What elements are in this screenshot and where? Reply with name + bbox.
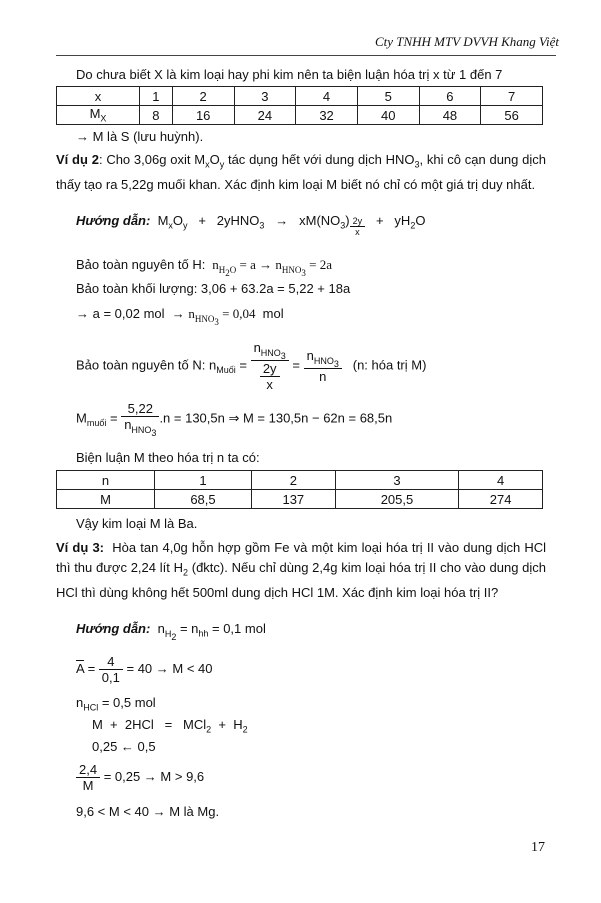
final-answer: 9,6 < M < 40 → M là Mg. [76,804,220,819]
table-row [57,106,543,125]
table-cell: 4 [296,87,358,106]
table-row [57,471,543,490]
table-cell: 68,5 [155,490,252,509]
n-note: (n: hóa trị M) [352,357,427,373]
running-header: Cty TNHH MTV DVVH Khang Việt [374,34,559,49]
n-hcl: $n_{HCl} = 0,5$ mol [76,695,156,713]
example-2-problem: Ví dụ 2: Cho 3,06g oxit $M_xO_y$ tác dụng hết với dung dịch $HNO_3$, khi cô cạn dung dịch thấy tạo ra 5,22g muối khan. Xác định kim loại M biết nó chỉ có một giá trị duy nhất. [56,152,547,192]
h-balance-label: Bảo toàn nguyên tố H: [76,257,206,272]
page-number: 17 [531,840,545,855]
m-muoi-expr: $M_{muối}$ = $\frac{5,22}{n_{HNO_3}}$ .n = 130,5n ⇒ M = 130,5n − 62n = 68,5n [76,401,393,438]
table-cell: 24 [234,106,296,125]
example-3-problem: Ví dụ 3: Hòa tan 4,0g hỗn hợp gồm Fe và một kim loại hóa trị II vào dung dịch HCl thì thu được 2,24 lít $H_2$ (đktc). Nếu chỉ dùng 2,4g kim loại hóa trị II cho vào dung dịch HCl thì dùng không hết 500ml dung dịch HCl 1M. Xác định kim loại hóa trị II? [56,540,547,600]
table-cell: 137 [251,490,335,509]
conclusion-2: Vậy kim loại M là Ba. [76,516,198,531]
valence-table-x [56,86,543,125]
h-balance: Bảo toàn nguyên tố H: $n_{H_2O} = a \to n_{HNO_3} = 2a$ [76,257,332,278]
example-3-guide: Hướng dẫn: $n_{H_2} = n_{hh} = 0,1$ mol [76,621,266,642]
table-cell: 8 [140,106,173,125]
table-cell: 48 [419,106,481,125]
valence-table-n [56,470,543,509]
table-cell: 1 [155,471,252,490]
table-cell: 3 [335,471,459,490]
mass-expr: $\frac{2,4}{M}$ = 0,25 → M > 9,6 [76,762,204,793]
ratio: 0,25 ← 0,5 [92,739,156,754]
table-cell: 205,5 [335,490,459,509]
table-cell: M [57,490,155,509]
table-row [57,490,543,509]
table-cell: 2 [251,471,335,490]
table-cell: 274 [459,490,543,509]
example-2-label: Ví dụ 2 [56,152,99,167]
guide-label-3: Hướng dẫn: [76,621,151,636]
table-row [57,87,543,106]
n-balance: Bảo toàn nguyên tố N: $n_{Muối}$ = $\frac{n_{HNO_3}}{\frac{2y}{x}}$ = $\frac{n_{HNO_3}}{n}$ (n: hóa trị M) [76,340,427,393]
table-cell: $M_X$ [57,106,140,125]
table-cell: 6 [419,87,481,106]
mass-balance: Bảo toàn khối lượng: 3,06 + 63.2a = 5,22 + 18a [76,281,351,296]
table-cell: 3 [234,87,296,106]
header-rule [56,55,556,56]
table-cell: 2 [172,87,234,106]
result-a: → a = 0,02 mol → $n_{HNO_3} = 0,04$ mol [76,306,284,327]
table-cell: 16 [172,106,234,125]
n-balance-label: Bảo toàn nguyên tố N: [76,357,206,373]
intro-text: Do chưa biết X là kim loại hay phi kim nên ta biện luận hóa trị x từ 1 đến 7 [76,67,503,82]
table-cell: 56 [481,106,543,125]
table-cell: 4 [459,471,543,490]
guide-label: Hướng dẫn: [76,213,151,228]
reaction: $M + 2HCl = MCl_2 + H_2$ [92,717,248,735]
table-intro: Biện luận M theo hóa trị n ta có: [76,450,260,465]
conclusion-1: → M là S (lưu huỳnh). [76,129,204,144]
example-2-equation: Hướng dẫn: $M_xO_y$ + 2yHNO$_3$ → $xM(NO_3)$ $\frac{2y}{x}$ + $yH_2O$ [76,213,426,237]
table-cell: 32 [296,106,358,125]
example-3-label: Ví dụ 3: [56,540,105,555]
table-cell: 5 [357,87,419,106]
table-cell: 7 [481,87,543,106]
table-cell: 1 [140,87,173,106]
table-cell: 40 [357,106,419,125]
table-cell: x [57,87,140,106]
table-cell: n [57,471,155,490]
avg-expr: $\overline{A}$ = $\frac{4}{0,1}$ = 40 → M < 40 [76,654,213,685]
